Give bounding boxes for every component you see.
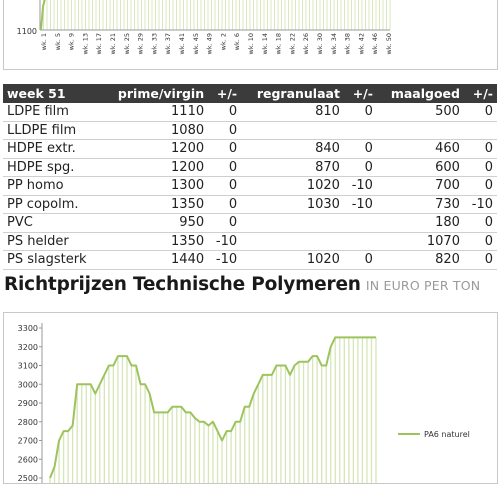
cell-prime: 1440 [102,251,208,270]
col-header-delta-maalgoed: +/- [472,86,493,101]
bottom-chart-panel [3,312,498,484]
cell-delta-maalgoed: -10 [464,195,497,214]
x-tick-label: wk. 42 [357,33,366,55]
x-tick-label: wk. 5 [53,33,62,51]
cell-prime: 950 [102,214,208,233]
cell-maalgoed: 500 [377,103,464,121]
table-row [3,177,497,196]
x-tick-label: wk. 6 [233,33,242,51]
x-tick-label: wk. 10 [247,33,255,55]
x-tick-label: wk. 1 [40,33,48,51]
table-row [3,251,497,270]
cell-delta-regranulaat: 0 [344,158,377,177]
x-tick-label: wk. 26 [302,33,311,55]
cell-prime: 1200 [102,158,208,177]
x-tick-label: wk. 18 [274,33,283,55]
cell-delta-prime: -10 [208,251,241,270]
section-title: Richtprijzen Technische Polymeren [4,274,361,295]
x-tick-label: wk. 21 [109,33,117,55]
x-tick-label: wk. 38 [343,33,352,55]
cell-delta-regranulaat: 0 [344,251,377,270]
x-tick-label: wk. 13 [81,33,90,55]
table-row [3,121,497,140]
x-tick-label: wk. 46 [371,33,380,55]
cell-polymer: HDPE spg. [3,158,102,177]
cell-maalgoed: 730 [377,195,464,214]
pa6-price-chart [4,313,497,483]
x-tick-label: wk. 14 [260,33,269,55]
cell-delta-prime: -10 [208,232,241,251]
cell-delta-regranulaat: 0 [344,103,377,121]
y-tick-label: 2900 [17,399,38,408]
cell-delta-maalgoed: 0 [464,140,497,159]
cell-delta-prime: 0 [208,103,241,121]
legend-label: PA6 naturel [424,430,470,439]
cell-prime: 1350 [102,232,208,251]
cell-delta-maalgoed: 0 [464,158,497,177]
y-tick-label: 3000 [17,380,38,390]
col-header-maalgoed: maalgoed [390,86,460,101]
cell-delta-prime: 0 [208,177,241,196]
y-tick-label: 2800 [17,417,38,427]
cell-delta-prime: 0 [208,158,241,177]
top-chart-panel [3,0,498,70]
section-subtitle: IN EURO PER TON [365,278,481,293]
col-header-delta-prime: +/- [216,86,238,101]
y-tick-label: 3300 [17,324,38,333]
cell-maalgoed [377,121,464,140]
cell-delta-regranulaat: -10 [344,195,377,214]
table-row [3,195,497,214]
cell-regranulaat: 1020 [241,177,344,196]
cell-delta-regranulaat [344,232,377,251]
x-tick-label: wk. 50 [385,33,393,55]
cell-prime: 1350 [102,195,208,214]
cell-regranulaat [241,121,344,140]
x-tick-label: wk. 45 [191,33,200,55]
cell-delta-regranulaat [344,214,377,233]
x-tick-label: wk. 34 [329,33,338,55]
x-tick-label: wk. 41 [178,33,186,55]
cell-delta-regranulaat [344,121,377,140]
cell-maalgoed: 460 [377,140,464,159]
cell-prime: 1200 [102,140,208,159]
table-row [3,232,497,251]
cell-polymer: LDPE film [3,103,102,121]
series-line [41,0,49,30]
cell-maalgoed: 600 [377,158,464,177]
table-row [3,140,497,159]
x-tick-label: wk. 30 [316,33,324,55]
top-chart [4,0,497,69]
cell-delta-maalgoed: 0 [464,232,497,251]
cell-prime: 1080 [102,121,208,140]
col-header-week: week 51 [7,86,66,101]
cell-delta-maalgoed: 0 [464,251,497,270]
x-tick-label: wk. 37 [164,33,173,55]
cell-delta-prime: 0 [208,140,241,159]
cell-polymer: HDPE extr. [3,140,102,159]
cell-regranulaat: 810 [241,103,344,121]
col-header-prime: prime/virgin [117,86,205,101]
cell-maalgoed: 1070 [377,232,464,251]
col-header-regranulaat: regranulaat [256,86,340,101]
cell-delta-prime: 0 [208,195,241,214]
price-table [3,84,497,270]
cell-regranulaat: 1020 [241,251,344,270]
cell-polymer: PS helder [3,232,102,251]
cell-delta-regranulaat: 0 [344,140,377,159]
cell-polymer: PP copolm. [3,195,102,214]
cell-delta-maalgoed: 0 [464,214,497,233]
cell-polymer: LLDPE film [3,121,102,140]
x-tick-label: wk. 22 [288,33,297,55]
cell-maalgoed: 180 [377,214,464,233]
cell-prime: 1110 [102,103,208,121]
x-tick-label: wk. 25 [122,33,131,55]
y-tick-label: 1100 [16,27,37,36]
cell-regranulaat: 840 [241,140,344,159]
table-row [3,103,497,121]
cell-delta-regranulaat: -10 [344,177,377,196]
x-tick-label: wk. 2 [219,33,228,51]
cell-delta-maalgoed [464,121,497,140]
cell-delta-maalgoed: 0 [464,177,497,196]
table-row [3,158,497,177]
table-row [3,214,497,233]
cell-delta-maalgoed: 0 [464,103,497,121]
cell-regranulaat: 870 [241,158,344,177]
cell-delta-prime: 0 [208,121,241,140]
cell-polymer: PS slagsterk [3,251,102,270]
y-tick-label: 2700 [17,436,38,446]
cell-polymer: PVC [3,214,102,233]
table-header-row [3,84,497,103]
x-tick-label: wk. 29 [136,33,145,55]
col-header-delta-regranulaat: +/- [352,86,373,101]
x-tick-label: wk. 33 [150,33,159,55]
x-tick-label: wk. 17 [95,33,104,55]
cell-delta-prime: 0 [208,214,241,233]
cell-polymer: PP homo [3,177,102,196]
price-table-wrapper [3,84,497,270]
cell-regranulaat: 1030 [241,195,344,214]
y-tick-label: 3200 [17,342,38,352]
y-tick-label: 2500 [17,474,38,483]
cell-maalgoed: 820 [377,251,464,270]
x-tick-label: wk. 9 [67,33,76,51]
y-tick-label: 3100 [17,361,38,371]
y-tick-label: 2600 [17,455,38,465]
cell-maalgoed: 700 [377,177,464,196]
x-tick-label: wk. 49 [205,33,214,55]
section-heading [4,274,480,295]
cell-regranulaat [241,232,344,251]
cell-prime: 1300 [102,177,208,196]
cell-regranulaat [241,214,344,233]
